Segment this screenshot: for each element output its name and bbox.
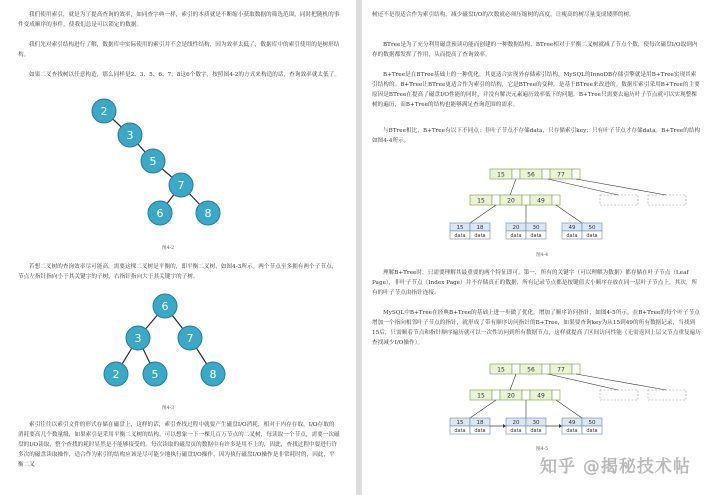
bplus-tree-diagram — [362, 163, 720, 243]
leaf-data-label: data — [454, 428, 466, 434]
tree-edge — [548, 179, 618, 195]
leaf-data-label: data — [566, 233, 578, 239]
paragraph: BTree是为了充分利用磁盘预读功能而创建的一种数据结构，BTree相对于平衡二叉树就减了节点个数，使每次磁盘I/O取到内存的数据都发挥了作用，从而提高了查询效率。 — [372, 42, 698, 58]
tree-node-label: 2 — [100, 105, 108, 118]
pointer-cell — [522, 195, 530, 205]
index-key-label: 15 — [477, 197, 485, 205]
leaf-key-label: 49 — [568, 420, 576, 426]
index-key-label: 20 — [507, 197, 515, 205]
leaf-data-label: data — [454, 233, 466, 239]
pointer-cell — [512, 364, 520, 374]
index-key-label: 15 — [497, 171, 505, 179]
index-key-label: 20 — [507, 392, 515, 400]
figure-caption: 图4-4 — [536, 253, 548, 258]
leaf-key-label: 49 — [568, 225, 576, 231]
index-key-label: 77 — [557, 366, 565, 374]
tree-edge — [556, 205, 582, 223]
sequential-pointer-arrow — [559, 424, 562, 428]
leaf-data-label: data — [566, 428, 578, 434]
tree-node-label: 6 — [161, 300, 169, 313]
index-key-label: 49 — [537, 392, 545, 400]
index-key-label: 15 — [497, 366, 505, 374]
index-key-label: 49 — [537, 197, 545, 205]
paragraph: 理解B+Tree时，只需要理解其最重要的两个特征即可。第一，所有的关键字（可以理解为数据）都存储在叶子节点（Leaf Page），非叶子节点（Index Page）并不存储真正的数据，所有记录节点都是按键值大小顺序存放在同一层叶子节点上。其次，所有的叶子节点由指针连接。 — [372, 270, 698, 296]
leaf-key-label: 15 — [456, 225, 464, 231]
leaf-key-label: 50 — [588, 420, 596, 426]
figure-caption: 图4-5 — [536, 447, 548, 452]
figure-caption: 图4-2 — [162, 246, 174, 251]
leaf-data-label: data — [474, 428, 486, 434]
watermark: 知乎 @揭秘技术帖 — [540, 457, 691, 477]
balanced-tree-diagram — [0, 288, 356, 398]
placeholder-node — [648, 390, 686, 400]
pointer-cell — [522, 390, 530, 400]
leaf-key-label: 30 — [532, 420, 540, 426]
index-key-label: 77 — [557, 171, 565, 179]
placeholder-node — [648, 195, 686, 205]
leaf-key-label: 30 — [532, 225, 540, 231]
paragraph: MySQL中B+Tree在经典B+Tree的基础上进一步做了优化，增加了顺序访问指针，如图4-5所示。在B+Tree的每个叶子节点增加一个指向相邻叶子节点的指针，就形成了带有顺序访问指针的B+Tree，如果要查询key为从15到49的所有数据记录，当找到15后，只需顺着节点和指针顺序遍历就可以一次性访问到所有数据节点，这样就提高了区间访问性能（无需返回上层父节点重复遍历查找减少I/O操作）。 — [372, 310, 701, 346]
tree-edge — [548, 374, 618, 390]
paragraph: B+Tree是在BTree基础上的一种优化，其更适合实现外存储索引结构，MySQL的InnoDB存储引擎就是用B+Tree实现其索引结构的。B+Tree让BTree更适合作为索引的结构，它是BTree的变种，是基于BTree来改进的。数据库索引采用B+Tree的主要原因是BTree在提高了磁盘I/O性能的同时，并没有解决元素遍历效率低下的问题。B+Tree只需要去遍历叶子节点就可以实现整棵树的遍历，而B+Tree的结构也能够满足查询范围的需求。 — [372, 72, 700, 108]
leaf-data-label: data — [586, 233, 598, 239]
tree-node-label: 6 — [156, 207, 164, 220]
tree-node-label: 5 — [149, 155, 157, 168]
tree-node-label: 3 — [134, 332, 142, 345]
pointer-cell — [542, 364, 550, 374]
pointer-cell — [552, 390, 560, 400]
tree-edge — [556, 400, 582, 418]
tree-edge — [576, 374, 666, 390]
tree-node-label: 7 — [177, 179, 185, 192]
tree-node-label: 3 — [126, 129, 134, 142]
left-page — [0, 0, 356, 495]
index-key-label: 15 — [477, 392, 485, 400]
tree-edge — [470, 400, 496, 418]
tree-node-label: 8 — [204, 207, 212, 220]
figure-caption: 图4-3 — [162, 406, 174, 411]
tree-node-label: 8 — [209, 368, 217, 381]
tree-edge — [510, 374, 516, 390]
pointer-cell — [552, 195, 560, 205]
leaf-data-label: data — [474, 233, 486, 239]
paragraph: 索引往往以索引文件的形式存储在磁盘上，这样的话，索引查找过程中就要产生磁盘I/O消耗，相对于内存存取，I/O存取的消耗要高几个数量级，如果索引是采用平衡二叉树的结构，可以想象一下一棵几百万节点的二叉树，每读取一个节点，需要一次磁盘的I/O读取，整个查找的耗时显然是不能够接受的。每次读取的磁盘页的数据中有许多是用不上的，因此，查找过程中要进行许多次的磁盘读取操作，适合作为索引的结构应该是尽可能少地执行磁盘I/O操作，因为执行磁盘I/O操作是非常耗时的，因此，平衡二叉 — [18, 422, 340, 468]
tree-node-label: 2 — [112, 368, 120, 381]
pointer-cell — [492, 390, 500, 400]
paragraph: 我们先对索引结构进行了解，数据库中实际使用的索引并不会是线性结构，因为效率太低了，数据库中的索引使用的是树形结构。 — [18, 42, 340, 58]
placeholder-node — [600, 390, 638, 400]
pointer-cell — [572, 364, 580, 374]
paragraph: 若想二叉树的查询效率尽可能高，需要这棵二叉树是平衡的，即平衡二叉树，如图4-3所示。两个节点至多拥有两个子节点，节点左指针指向小于其关键字的子树，右指针指向大于其关键字的子树。 — [18, 264, 338, 280]
tree-edge — [576, 179, 666, 195]
leaf-key-label: 20 — [512, 420, 520, 426]
pointer-cell — [512, 169, 520, 179]
leaf-key-label: 50 — [588, 225, 596, 231]
leaf-key-label: 18 — [476, 225, 484, 231]
leaf-key-label: 15 — [456, 420, 464, 426]
paragraph: 如果二叉查找树以任意构造，那么同样是2、3、5、6、7、8这6个数字，按照图4-2的方式来构造的话，查询效率就太低了。 — [29, 72, 340, 78]
index-key-label: 56 — [527, 171, 535, 179]
paragraph: 与BTree相比，B+Tree有以下不同点：非叶子节点不存储data，只存储索引key；只有叶子节点才存储data。B+Tree的结构如图4-4所示。 — [372, 128, 701, 144]
unbalanced-tree-diagram — [0, 95, 356, 235]
leaf-data-label: data — [586, 428, 598, 434]
leaf-data-label: data — [530, 428, 542, 434]
tree-edge — [470, 205, 496, 223]
paragraph: 我们使用索引，就是为了提高查询的效率，如同查字典一样，索引的本质就是不断缩小获取数据的筛选范围，同时把随机的事件变成顺序的事件，使我们总是可以锁定的数据。 — [18, 12, 340, 28]
right-page — [362, 0, 720, 495]
tree-node-label: 5 — [151, 368, 159, 381]
bplus-tree-sequential-diagram — [362, 358, 720, 438]
leaf-data-label: data — [510, 233, 522, 239]
leaf-data-label: data — [510, 428, 522, 434]
leaf-key-label: 20 — [512, 225, 520, 231]
pointer-cell — [542, 169, 550, 179]
paragraph: 树还不是很适合作为索引结构。减少磁盘I/O的次数就必须压缩树的高度，让瘦高的树尽量变成矮胖的树。 — [372, 12, 635, 18]
tree-edge — [510, 179, 516, 195]
placeholder-node — [600, 195, 638, 205]
leaf-key-label: 18 — [476, 420, 484, 426]
index-key-label: 56 — [527, 366, 535, 374]
pointer-cell — [492, 195, 500, 205]
sequential-pointer-arrow — [503, 424, 506, 428]
pointer-cell — [572, 169, 580, 179]
tree-node-label: 7 — [186, 332, 194, 345]
leaf-data-label: data — [530, 233, 542, 239]
